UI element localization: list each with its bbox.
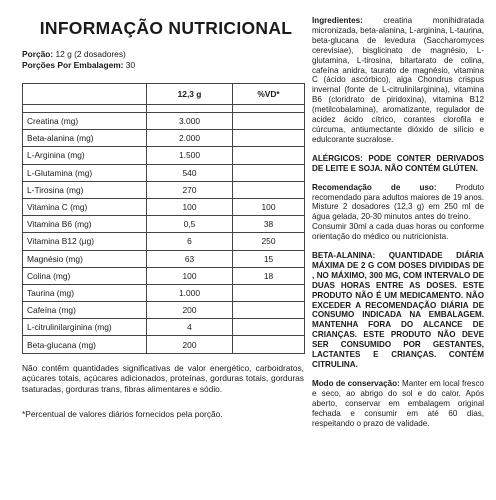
nutrient-name: Creatina (mg) (23, 113, 147, 130)
nutrient-amount: 3.000 (147, 113, 233, 130)
nutrition-table (22, 83, 305, 354)
nutrient-name: Colina (mg) (23, 267, 147, 284)
header-vd: %VD* (233, 84, 305, 105)
page-title: INFORMAÇÃO NUTRICIONAL (39, 18, 293, 38)
header-blank (23, 84, 147, 105)
nutrient-vd (233, 302, 305, 319)
ingredients-text: creatina monihidratada micronizada, beta-alanina, L-arginina, L-taurina, beta-glucana de levedura (Saccharomyces cerevisiae), bisglicinato de magnésio, L-glutamina, L-tirosina, bitartarato de colina, cafeína anidra, taurato de magnésio, vitamina C (ácido ascórbico), alga Chondrus crispus invernal (fonte de L-citrulinilarginina), vitamina B6 (cloridrato de piridoxina), vitamina B12 (metilcobalamina), aromatizante, regulador de acidez ácido cítrico, corantes clorofila e cúrcuma, antiumectante dióxido de silício e edulcorante sucralose. (312, 16, 485, 144)
nutrient-amount: 200 (147, 336, 233, 353)
table-row (23, 336, 305, 353)
nutrient-vd (233, 130, 305, 147)
table-spacer (23, 105, 305, 113)
nutrient-vd: 15 (233, 250, 305, 267)
nutrient-amount: 100 (147, 267, 233, 284)
nutrient-name: Vitamina B6 (mg) (23, 216, 147, 233)
nutrient-name: L-Arginina (mg) (23, 147, 147, 164)
nutrient-amount: 6 (147, 233, 233, 250)
nutrient-amount: 540 (147, 164, 233, 181)
nutrient-vd: 100 (233, 198, 305, 215)
serving-size (22, 49, 304, 60)
vd-footnote: *Percentual de valores diários fornecidos pela porção. (22, 409, 223, 420)
nutrient-vd (233, 181, 305, 198)
table-row (23, 233, 305, 250)
nutrient-name: Beta-alanina (mg) (23, 130, 147, 147)
nutrient-amount: 2.000 (147, 130, 233, 147)
servings-per-pack-label: Porções Por Embalagem: (22, 59, 124, 70)
table-row (23, 113, 305, 130)
nutrient-vd (233, 147, 305, 164)
nutrient-name: Vitamina B12 (μg) (23, 233, 147, 250)
header-amount: 12,3 g (147, 84, 233, 105)
nutrient-amount: 100 (147, 198, 233, 215)
nutrient-vd (233, 164, 305, 181)
info-column (312, 16, 484, 437)
nutrient-vd: 18 (233, 267, 305, 284)
table-row (23, 302, 305, 319)
ingredients (312, 16, 484, 145)
table-row (23, 250, 305, 267)
table-row (23, 164, 305, 181)
nutrient-name: Vitamina C (mg) (23, 198, 147, 215)
recommendation-label: Recomendação de uso: (312, 182, 437, 192)
nutrient-name: Beta-glucana (mg) (23, 336, 147, 353)
nutrient-amount: 1.000 (147, 284, 233, 301)
nutrient-amount: 0,5 (147, 216, 233, 233)
serving-size-label: Porção: (22, 49, 54, 59)
table-row (23, 216, 305, 233)
ingredients-label: Ingredientes: (312, 16, 363, 25)
nutrient-name: L-Tirosina (mg) (23, 181, 147, 198)
table-row (23, 147, 305, 164)
not-significant-note: Não contêm quantidades significativas de valor energético, carboidratos, açúcares totais, açúcares adicionados, proteínas, gorduras totais, gorduras tsaturadas, gorduras trans, fibras alimentares e sódio. (22, 362, 304, 394)
nutrient-name: L-citrulinilarginina (mg) (23, 319, 147, 336)
table-row (23, 181, 305, 198)
table-row (23, 284, 305, 301)
nutrition-panel (22, 10, 304, 419)
table-row (23, 319, 305, 336)
table-row (23, 130, 305, 147)
nutrient-amount: 4 (147, 319, 233, 336)
nutrient-vd (233, 113, 305, 130)
storage-label: Modo de conservação: (312, 378, 400, 388)
warning: BETA-ALANINA: QUANTIDADE DIÁRIA MÁXIMA DE 2 G COM DOSES DIVIDIDAS DE , NO MÁXIMO, 300 MG, COM INTERVALO DE DUAS HORAS ENTRE AS DOSES. ESTE PRODUTO NÃO É UM MEDICAMENTO. NÃO EXCEDER A RECOMENDAÇÃO DIÁRIA DE CONSUMO INDICADA NA EMBALAGEM. MANTENHA FORA DO ALCANCE DE CRIANÇAS. ESTE PRODUTO NÃO DEVE SER CONSUMIDO POR GESTANTES, LACTANTES E CRIANÇAS. CONTÉM CITRULINA. (312, 251, 484, 369)
nutrient-name: Magnésio (mg) (23, 250, 147, 267)
storage (312, 379, 484, 429)
nutrient-vd (233, 319, 305, 336)
table-row (23, 198, 305, 215)
nutrient-amount: 200 (147, 302, 233, 319)
serving-size-value: 12 g (2 dosadores) (55, 49, 126, 59)
nutrient-name: L-Glutamina (mg) (23, 164, 147, 181)
nutrient-vd (233, 336, 305, 353)
nutrient-amount: 1.500 (147, 147, 233, 164)
nutrient-name: Taurina (mg) (23, 284, 147, 301)
nutrient-amount: 270 (147, 181, 233, 198)
recommendation (312, 183, 484, 223)
table-body (23, 113, 305, 354)
nutrient-vd: 38 (233, 216, 305, 233)
storage-text: Manter em local fresco e seco, ao abrigo do sol e do calor. Após aberto, conservar em embalagem original fechada e consumir em até 60 dias, respeitando o prazo de validade. (312, 378, 484, 428)
nutrient-vd (233, 284, 305, 301)
servings-per-pack (22, 60, 304, 71)
recommendation-text: Produto recomendado para adultos maiores de 19 anos. Misture 2 dosadores (12,3 g) em 250 ml de água gelada, 20-30 minutos antes do treino. (312, 182, 484, 222)
nutrient-amount: 63 (147, 250, 233, 267)
table-row (23, 267, 305, 284)
servings-per-pack-value: 30 (125, 59, 136, 70)
allergens: ALÉRGICOS: PODE CONTER DERIVADOS DE LEITE E SOJA. NÃO CONTÉM GLÚTEN. (312, 153, 484, 173)
table-header (23, 84, 305, 105)
recommendation-extra: Consumir 30ml a cada duas horas ou conforme orientação do médico ou nutricionista. (312, 222, 484, 242)
nutrient-name: Cafeína (mg) (23, 302, 147, 319)
nutrient-vd: 250 (233, 233, 305, 250)
